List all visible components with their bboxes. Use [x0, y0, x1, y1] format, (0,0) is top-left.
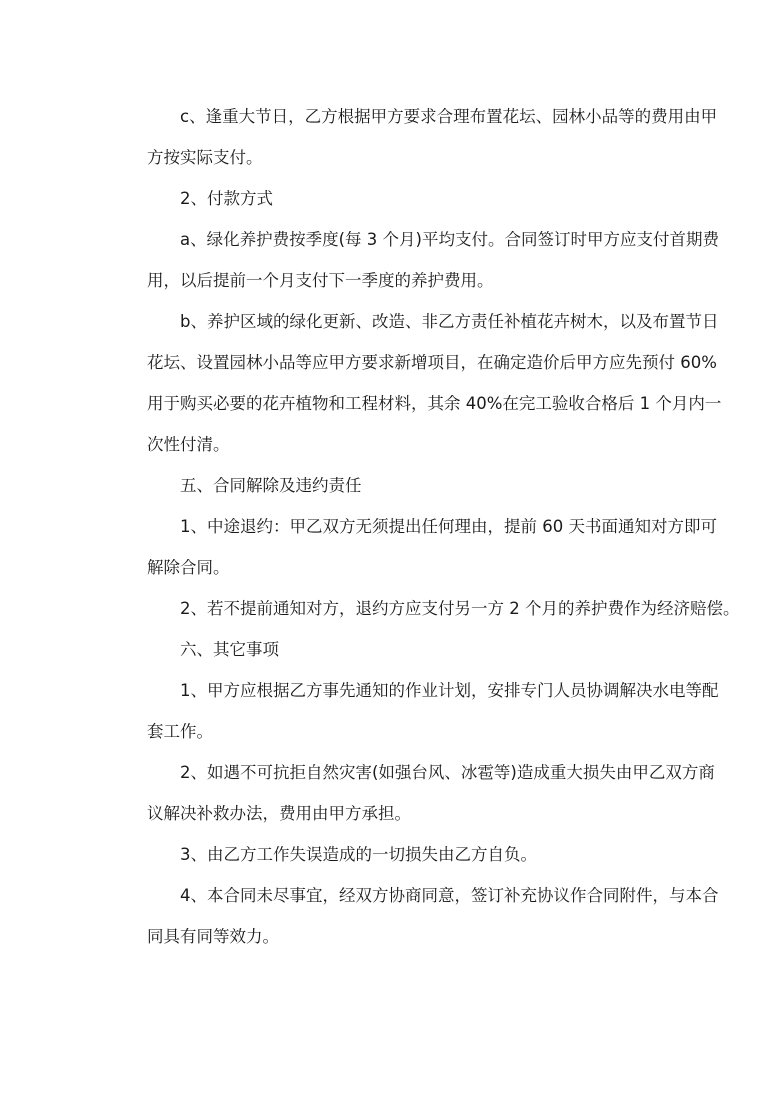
text-line: a、绿化养护费按季度(每 3 个月)平均支付。合同签订时甲方应支付首期费 — [180, 230, 719, 249]
text-line: 六、其它事项 — [180, 640, 279, 659]
text-line: b、养护区域的绿化更新、改造、非乙方责任补植花卉树木，以及布置节日 — [180, 312, 719, 331]
text-line: 3、由乙方工作失误造成的一切损失由乙方自负。 — [180, 845, 537, 864]
text-line: 4、本合同未尽事宜，经双方协商同意，签订补充协议作合同附件，与本合 — [180, 886, 719, 905]
text-line: 用于购买必要的花卉植物和工程材料，其余 40%在完工验收合格后 1 个月内一 — [147, 394, 722, 413]
paragraph-compensation — [114, 588, 740, 629]
text-line: 1、甲方应根据乙方事先通知的作业计划，安排专门人员协调解决水电等配 — [180, 681, 719, 700]
text-line: 花坛、设置园林小品等应甲方要求新增项目，在确定造价后甲方应先预付 60% — [147, 353, 717, 372]
text-line: 五、合同解除及违约责任 — [180, 476, 362, 495]
text-line: 2、若不提前通知对方，退约方应支付另一方 2 个月的养护费作为经济赔偿。 — [180, 599, 740, 618]
text-line: c、逢重大节日，乙方根据甲方要求合理布置花坛、园林小品等的费用由甲 — [180, 107, 718, 126]
paragraph-b-new-projects — [114, 301, 722, 465]
heading-payment-method — [114, 178, 660, 219]
paragraph-early-termination — [114, 506, 717, 588]
text-line: 2、如遇不可抗拒自然灾害(如强台风、冰雹等)造成重大损失由甲乙双方商 — [180, 763, 715, 782]
text-line: 同具有同等效力。 — [147, 927, 279, 946]
text-line: 1、中途退约：甲乙双方无须提出任何理由，提前 60 天书面通知对方即可 — [180, 517, 717, 536]
heading-other-matters — [114, 629, 660, 670]
text-line: 议解决补救办法，费用由甲方承担。 — [147, 804, 411, 823]
text-line: 套工作。 — [147, 722, 213, 741]
paragraph-coordination — [114, 670, 719, 752]
text-line: 2、付款方式 — [180, 189, 273, 208]
paragraph-supplementary-agreement — [114, 875, 719, 957]
paragraph-c-holiday-arrangement — [114, 96, 718, 178]
text-line: 解除合同。 — [147, 558, 230, 577]
document-body — [114, 96, 740, 957]
text-line: 用，以后提前一个月支付下一季度的养护费用。 — [147, 271, 494, 290]
heading-termination-liability — [114, 465, 660, 506]
paragraph-work-errors — [114, 834, 660, 875]
text-line: 次性付清。 — [147, 435, 230, 454]
paragraph-force-majeure — [114, 752, 715, 834]
text-line: 方按实际支付。 — [147, 148, 263, 167]
paragraph-a-quarterly-fee — [114, 219, 719, 301]
